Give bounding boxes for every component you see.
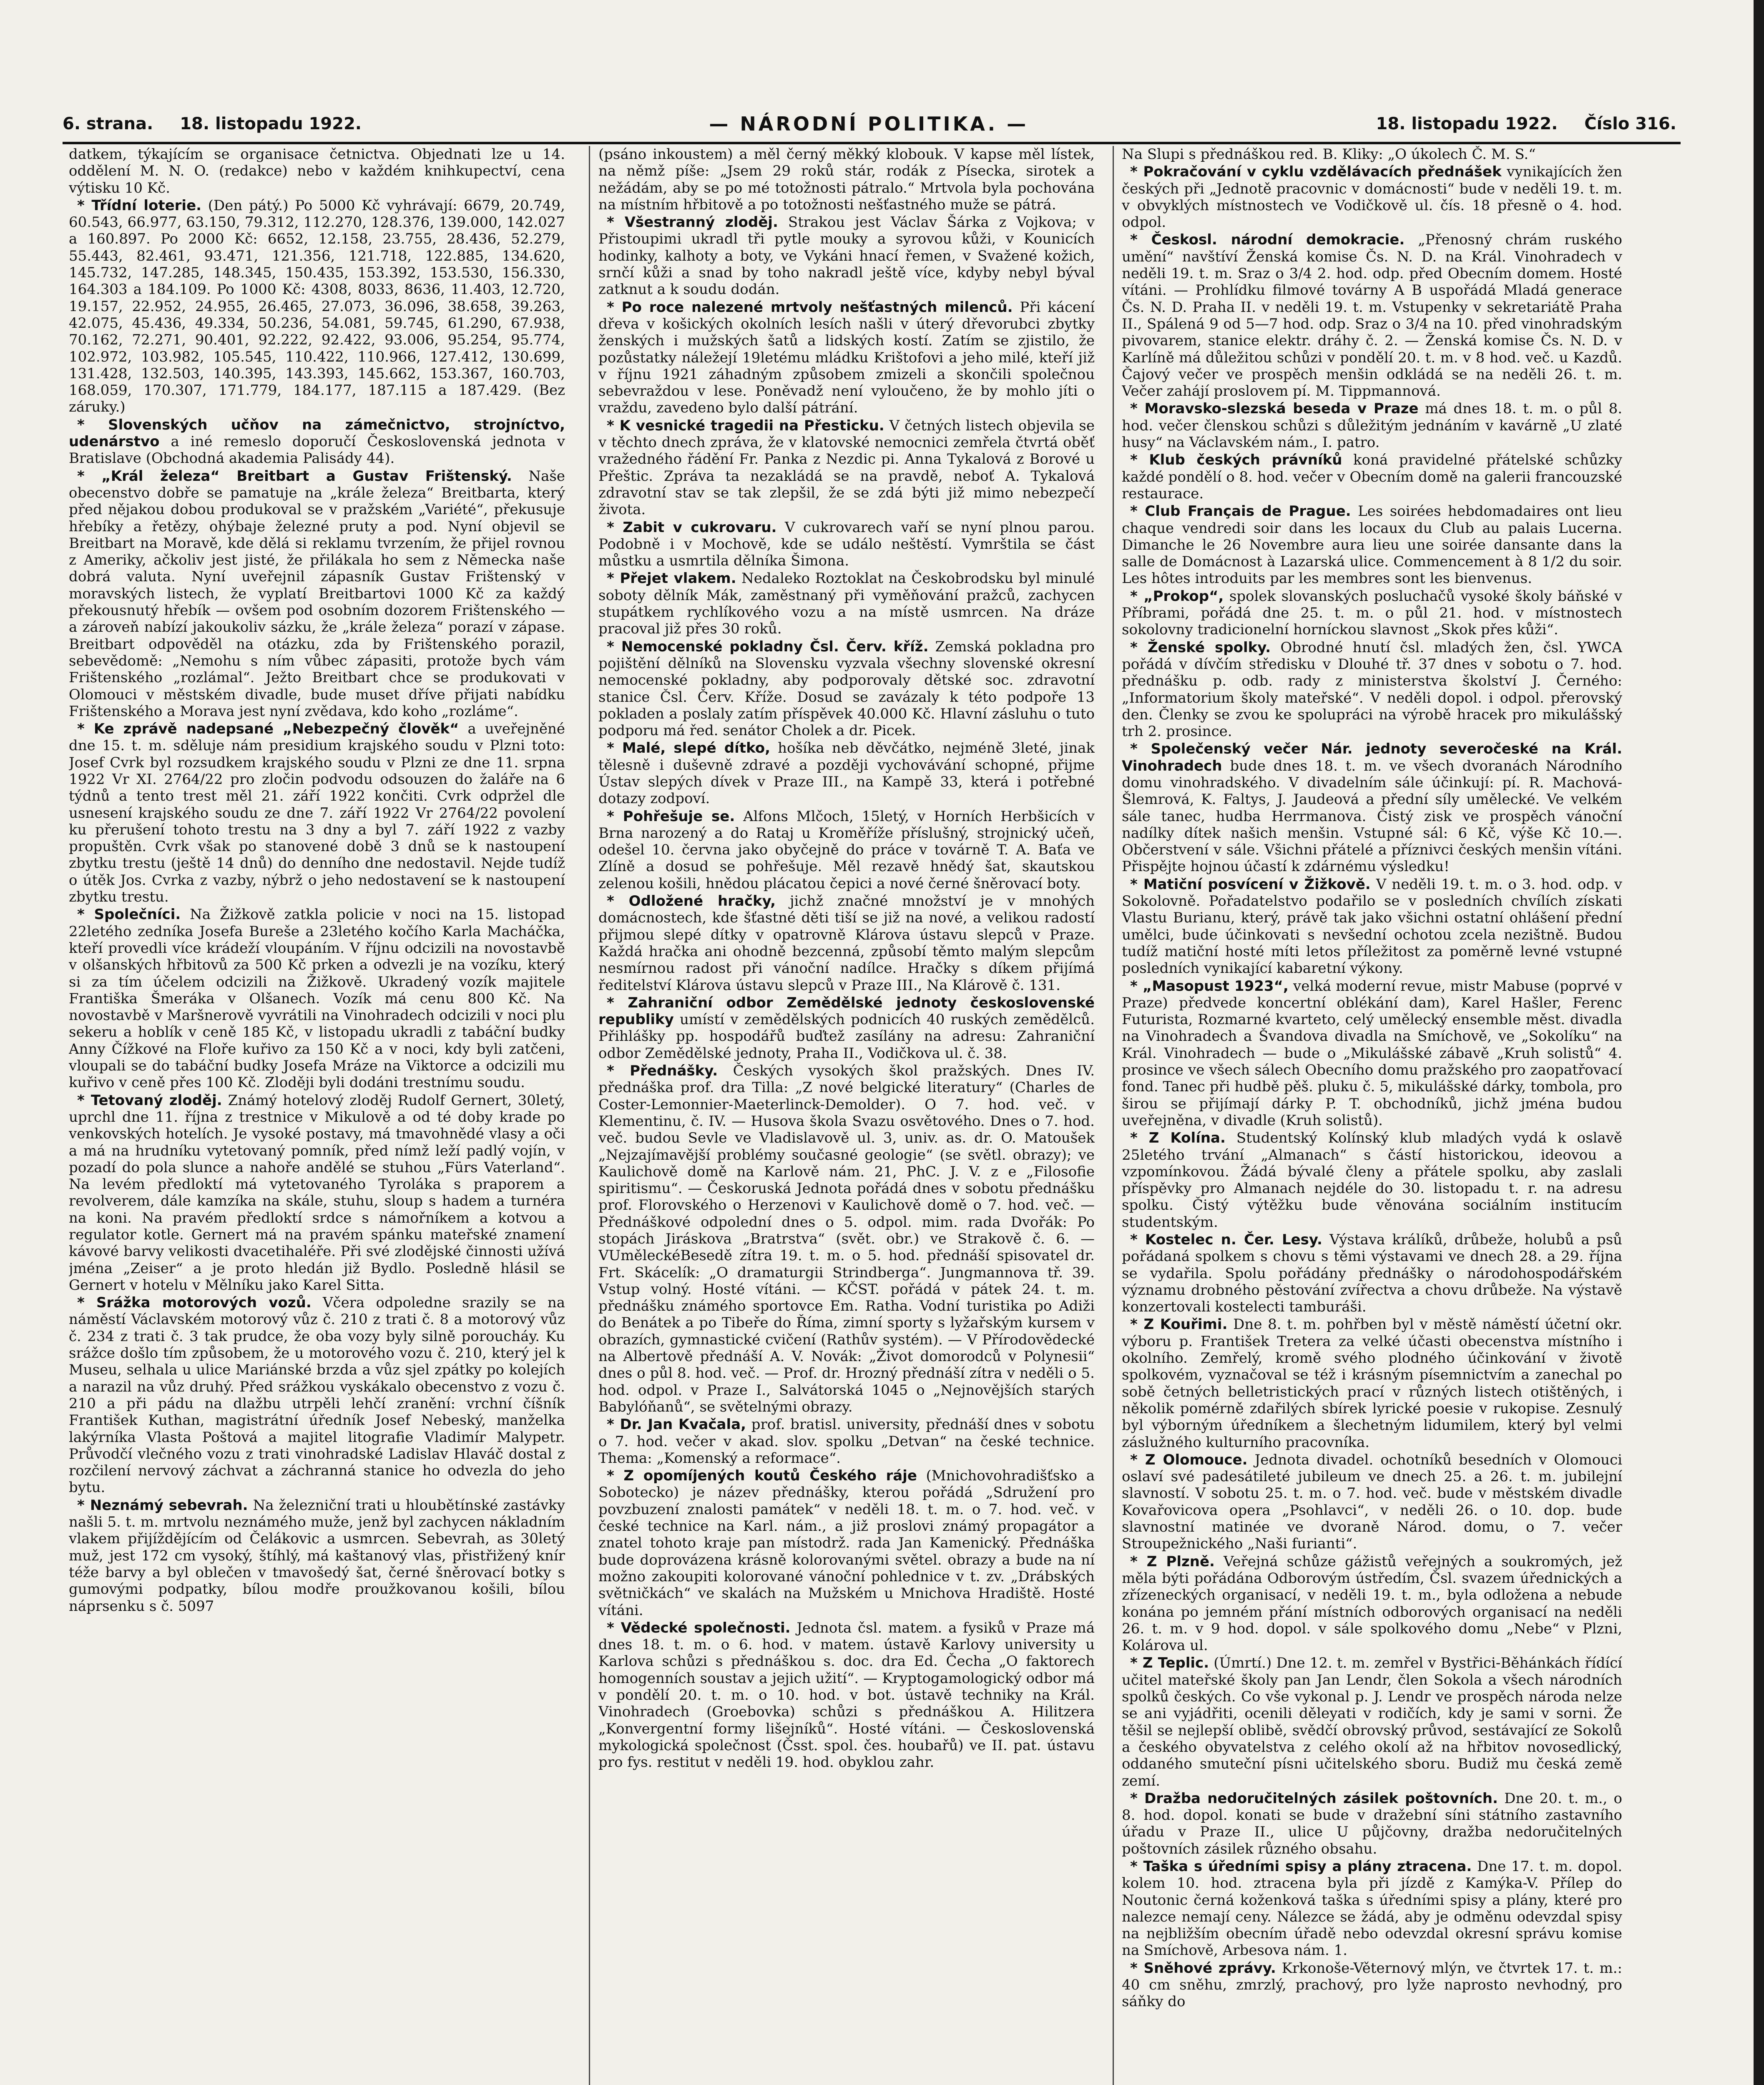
article-paragraph xyxy=(598,893,1095,994)
article-heading: * K vesnické tragedii na Přesticku. xyxy=(607,417,885,434)
article-text: jichž značné množství je v mnohých domácnostech, kde šťastné děti tiší se již na nové, a velikou radostí přijmou slepé dítky v opatrovně Klárova ústavu slepců v Praze. Každá hračka ani ohodně bezcenná, způsobí těmto malým slepcům nesmírnou radost při vánoční nadílce. Hračky s díkem přijímá ředitelství Klárova ústavu slepců v Praze III., Na Klárově č. 131. xyxy=(598,893,1095,994)
article-heading: * Z Kouřimi. xyxy=(1130,1316,1228,1333)
article-text: Výstava králíků, drůbeže, holubů a psů pořádaná spolkem s chovu s těmi výstavami ve dnech 28. a 29. října se vydařila. Spolu pořádány přednášky o národohospodářském významu drobného pěstování zvířectva a chovu drůbeže. Na výstavě konzertovali kostelecti tamburáši. xyxy=(1122,1231,1622,1316)
article-text: prof. bratisl. university, přednáší dnes v sobotu o 7. hod. večer v akad. slov. spolku „Detvan“ na české technice. Thema: „Komenský a reformace“. xyxy=(598,1416,1095,1467)
article-text: bude dnes 18. t. m. ve všech dvoranách Národního domu vinohradského. V divadelním sále účinkují: pí. R. Machová-Šlemrová, K. Faltys, J. Jaudeová a přední síly umělecké. Ve velkém sále tanec, hudba Herrmanova. Čistý zisk ve prospěch vánoční nadílky dítek našich menšin. Vstupné sál: 6 Kč, výše Kč 10.—. Občerstvení v sále. Všichni přátelé a příznivci českých menšin vítáni. Přispějte hojnou účastí k zdárnému výsledku! xyxy=(1122,757,1622,875)
article-text: Studentský Kolínský klub mladých vydá k oslavě 25letého trvání „Almanach“ s částí historickou, ideovou a vzpomínkovou. Žádá bývalé členy a přátele spolku, aby zaslali příspěvky pro Almanach nejdéle do 30. listopadu t. r. na adresu spolku. Čistý výtěžku bude věnována sociálním institucím studentským. xyxy=(1122,1130,1622,1231)
article-heading: * Z Teplic. xyxy=(1130,1655,1209,1672)
article-text: umístí v zemědělských podnicích 40 ruských zemědělců. Přihlášky pp. hospodářů buďtež zasílány na adresu: Zahraniční odbor Zemědělské jednoty, Praha II., Vodičkova ul. č. 38. xyxy=(598,1011,1095,1062)
header-left xyxy=(63,114,362,133)
article-paragraph xyxy=(1122,146,1622,163)
article-text: „Přenosný chrám ruského umění“ navštíví Ženská komise Čs. N. D. na Král. Vinohradech v neděli 19. t. m. Sraz o 3/4 2. hod. odp. před Obecním domem. Hosté vítáni. — Prohlídku filmové továrny A B uspořádá Mladá generace Čs. N. D. Praha II. v neděli 19. t. m. Vstupenky v sekretariátě Praha II., Spálená 9 od 5—7 hod. odp. Sraz o 3/4 na 10. před vinohradským pivovarem, stanice elektr. dráhy č. 2. — Ženská komise Čs. N. D. v Karlíně má důležitou schůzi v pondělí 20. t. m. v 8 hod. več. u Kazdů. Čajový večer ve prospěch menšin odkládá se na neděli 26. t. m. Večer zahájí proslovem pí. M. Tippmannová. xyxy=(1122,231,1622,400)
article-heading: * Sněhové zprávy. xyxy=(1130,1959,1276,1977)
column-divider-2 xyxy=(1113,146,1114,2085)
article-text: Obrodné hnutí čsl. mladých žen, čsl. YWCA pořádá v dívčím středisku v Dlouhé tř. 37 dnes v sobotu o 7. hod. přednášku p. odb. rady z ministerstva školství J. Černého: „Informatorium školy mateřské“. V neděli dopol. i odpol. přerovský den. Členky se zvou ke spolupráci na výrobě hracek pro mikulášský trh 2. prosince. xyxy=(1122,639,1622,740)
article-text: (Mnichovohradišťsko a Sobotecko) je název přednášky, kterou pořádá „Sdružení pro povzbuzení znalosti památek“ v neděli 18. t. m. o 7. hod. več. v české technice na Karl. nám., a již proslovi známý propagátor a znatel tohoto kraje pan místodrž. rada Jan Kamenický. Přednáška bude doprovázena krásně kolorovanými světel. obrazy a bude na ní možno zakoupiti kolorované vánoční pohlednice v t. zv. „Drábských světničkách“ ve skalách na Mužském u Mnichova Hradiště. Hosté vítáni. xyxy=(598,1467,1095,1619)
article-paragraph xyxy=(598,299,1095,417)
article-heading: * Z opomíjených koutů Českého ráje xyxy=(607,1467,917,1485)
article-heading: * Společenský večer Nár. jednoty severočeské na Král. Vinohradech xyxy=(1122,741,1622,774)
article-text: Zemská pokladna pro pojištění dělníků na Slovensku vyzvala všechny slovenské okresní nemocenské pokladny, aby podporovaly dětské soc. zdravotní stanice Čsl. Červ. Kříže. Dosud se zavázaly k této podpoře 13 pokladen a poslaly zatím příspěvek 40.000 Kč. Hlavní zásluhu o tuto podporu má řed. senátor Cholek a dr. Picek. xyxy=(598,638,1095,739)
article-paragraph xyxy=(69,1294,565,1496)
column-divider-1 xyxy=(589,146,590,2085)
article-heading: * Z Plzně. xyxy=(1130,1553,1215,1570)
article-heading: * Neznámý sebevrah. xyxy=(77,1497,248,1514)
article-text: Strakou jest Václav Šárka z Vojkova; v Přistoupimi ukradl tři pytle mouky a syrovou kůži, v Kounicích hodinky, kalhoty a boty, ve Vykáni hnací řemen, v Svažené kožich, srnčí kůži a snad by toho nakradl ještě více, kdyby nebyl býval zatknut a k soudu dodán. xyxy=(598,214,1095,298)
article-paragraph xyxy=(1122,400,1622,451)
article-paragraph xyxy=(598,740,1095,807)
page-number: 6. strana. xyxy=(63,114,153,133)
article-heading: * Srážka motorových vozů. xyxy=(77,1294,312,1311)
column-2 xyxy=(598,146,1095,2085)
article-text: Les soirées hebdomadaires ont lieu chaque vendredi soir dans les locaux du Club au palais Lucerna. Dimanche le 26 Novembre aura lieu une soirée dansante dans la salle de Domácnost à Lazarská ulice. Commencement à 8 1/2 du soir. Les hôtes introduits par les membres sont les bienvenus. xyxy=(1122,503,1622,587)
article-heading: * Všestranný zloděj. xyxy=(607,214,778,231)
article-heading: * Dr. Jan Kvačala, xyxy=(607,1416,746,1433)
article-paragraph xyxy=(1122,588,1622,638)
article-paragraph xyxy=(1122,741,1622,875)
article-paragraph xyxy=(1122,231,1622,399)
article-paragraph xyxy=(69,1497,565,1615)
article-heading: * Moravsko-slezská beseda v Praze xyxy=(1130,400,1419,417)
article-paragraph xyxy=(1122,876,1622,977)
article-text: V četných listech objevila se v těchto dnech zpráva, že v klatovské nemocnici zemřela čtvrtá oběť vražedného řádění Fr. Panka z Nezdic pi. Anna Tykalová z Borové u Přeštic. Zpráva ta nezakládá se na pravdě, neboť A. Tykalová zdravotní stav se tak zlepšil, že se zdá býti již mimo nebezpečí života. xyxy=(598,417,1095,518)
article-paragraph xyxy=(69,146,565,196)
article-paragraph xyxy=(598,1063,1095,1415)
article-text: Dne 8. t. m. pohřben byl v městě náměstí účetní okr. výboru p. František Tretera za velké účasti obecenstva místního i okolního. Zemřelý, kromě svého plodného účinkování v životě spolkovém, vyznačoval se též i krásným písemnictvím a zanechal po sobě četných belletristických prací v různých listech otištěných, i několik pomérně zdařilých sbírek lyrické poesie v rukopise. Zesnulý byl výborným úředníkem a šlechetným lidumilem, který byl velmi záslužného kulturního pracovníka. xyxy=(1122,1316,1622,1451)
column-3 xyxy=(1122,146,1622,2085)
article-text: Nedaleko Roztoklat na Českobrodsku byl minulé soboty dělník Mák, zaměstnaný při vyměňování pražců, zachycen stupátkem rychlíkového vozu a na místě usmrcen. Na dráze pracoval již přes 30 roků. xyxy=(598,570,1095,638)
article-paragraph xyxy=(1122,1130,1622,1231)
article-heading: * Z Kolína. xyxy=(1130,1130,1226,1147)
article-heading: * Slovenských učňov na zámečnictvo, strojníctvo, udenárstvo xyxy=(69,416,565,450)
article-paragraph xyxy=(1122,503,1622,587)
article-paragraph xyxy=(1122,1316,1622,1450)
article-text: koná pravidelné přátelské schůzky každé pondělí o 8. hod. večer v Obecním domě na galerii francouzské restaurace. xyxy=(1122,452,1622,502)
article-paragraph xyxy=(598,146,1095,213)
article-paragraph xyxy=(1122,1553,1622,1654)
article-heading: * Ke zprávě nadepsané „Nebezpečný člověk“ xyxy=(77,721,459,738)
article-paragraph xyxy=(1122,1960,1622,2010)
article-heading: * Kostelec n. Čer. Lesy. xyxy=(1130,1231,1322,1248)
article-heading: * „Masopust 1923“, xyxy=(1130,977,1289,995)
article-text: vynikajících žen českých při „Jednotě pracovnic v domácnosti“ bude v neděli 19. t. m. v obvyklých místnostech ve Vodičkově ul. čís. 18 přesně o 4. hod. odpol. xyxy=(1122,163,1622,231)
article-paragraph xyxy=(1122,1858,1622,1959)
article-heading: * Vědecké společnosti. xyxy=(607,1619,791,1636)
article-heading: * Společníci. xyxy=(77,906,181,923)
article-paragraph xyxy=(69,1092,565,1294)
article-text: má dnes 18. t. m. o půl 8. hod. večer členskou schůzi s důležitým jednáním v kavárně „U zlaté husy“ na Václavském nám., I. patro. xyxy=(1122,400,1622,451)
article-text: Dne 20. t. m., o 8. hod. dopol. konati se bude v dražební síni státního zastavního úřadu v Praze II., ulice U půjčovny, dražba nedoručitelných poštovních zásilek různého obsahu. xyxy=(1122,1790,1622,1857)
article-heading: * Pohřešuje se. xyxy=(607,808,735,825)
article-paragraph xyxy=(1122,639,1622,740)
article-heading: * „Prokop“, xyxy=(1130,588,1224,605)
article-text: spolek slovanských posluchačů vysoké školy báňské v Příbrami, pořádá dne 25. t. m. o půl 21. hod. v místnostech sokolovny tradicionelní horníckou slavnost „Skok přes kůži“. xyxy=(1122,588,1622,638)
article-text: Známý hotelový zloděj Rudolf Gernert, 30letý, uprchl dne 11. října z trestnice v Mikulově a od té doby krade po venkovských hotelích. Je vysoké postavy, má tmavohnědé vlasy a oči a má na hrudníku vytetovaný pomník, před nímž leží padlý vojín, v pozadí do pola slunce a nahoře andělé se stuhou „Fürs Vaterland“. Na levém předloktí má vytetovaného Tyroláka s praporem a revolverem, dále kamzíka na skále, stuhu, sloup s hadem a turnéra na koni. Na pravém předloktí srdce s námořníkem a kotvou a regulator kotle. Gernert má na pravém spánku mateřské znamení kávové barvy velikosti dvacetihaléře. Při své zlodějské činnosti užívá jména „Zeiser“ a je proto hledán již Bydlo. Posledně hlásil se Gernert v hotelu v Mělníku jako Karel Sitta. xyxy=(69,1092,565,1294)
article-text: hošíka neb děvčátko, nejméně 3leté, jinak tělesně i duševně zdravé a později vychovávání schopné, přijme Ústav slepých dívek v Praze III., na Kampě 33, která i potřebné dotazy zodpoví. xyxy=(598,740,1095,807)
article-heading: * Třídní loterie. xyxy=(77,197,202,214)
article-text: Na železniční trati u hloubětínské zastávky našli 5. t. m. mrtvolu neznámého muže, jenž byl zachycen nákladním vlakem přijíždějícím od Čelákovic a usmrcen. Sebevrah, as 30letý muž, jest 172 cm vysoký, štíhlý, má kaštanový vlas, přistřižený knír téže barvy a byl oblečen v tmavošedý šat, černé šněrovací botky s gumovými podpatky, bílou modře proužkovanou košili, bílou náprsenku s č. 5097 xyxy=(69,1497,565,1615)
article-paragraph xyxy=(598,417,1095,518)
article-text: Alfons Mlčoch, 15letý, v Horních Herbšicích v Brna narozený a do Rataj u Kroměříže příslušný, strojnický učeň, odešel 10. června jako obyčejně do práce v továrně T. A. Baťa ve Zlíně a dosud se pohřešuje. Měl rezavě hnědý šat, skautskou zelenou košili, hnědou plácatou čepici a nové černé šněrovací boty. xyxy=(598,808,1095,892)
article-heading: * Českosl. národní demokracie. xyxy=(1130,231,1405,249)
article-paragraph xyxy=(69,721,565,905)
article-heading: * Club Français de Prague. xyxy=(1130,503,1351,520)
article-text: V cukrovarech vaří se nyní plnou parou. Podobně i v Mochově, kde se událo neštěstí. Vymrštila se část můstku a usmrtila dělníka Šimona. xyxy=(598,519,1095,570)
article-heading: * Odložené hračky, xyxy=(607,893,776,910)
article-paragraph xyxy=(598,808,1095,892)
article-text: a uveřejněné dne 15. t. m. sděluje nám presidium krajského soudu v Plzni toto: Josef Cvrk byl rozsudkem krajského soudu v Plzni ze dne 11. srpna 1922 Vr XI. 2764/22 pro zločin podvodu odsouzen do žaláře na 6 týdnů a tento trest měl 21. září 1922 končiti. Cvrk odpržel dle usnesení krajského soudu ze dne 7. září 1922 Vr 2764/22 povolení ku přerušení tohoto trestu na 3 dny a byl 7. září 1922 z vazby propuštěn. Cvrk však po stanovené době 3 dnů se k nastoupení zbytku trestu (ještě 14 dnů) do denního dne nedostavil. Nejde tudíž o útěk Jos. Cvrka z vazby, nýbrž o jeho nedostavení se k nastoupení zbytku trestu. xyxy=(69,721,565,906)
article-paragraph xyxy=(598,214,1095,298)
article-heading: * Přednášky. xyxy=(607,1063,718,1080)
article-heading: * Zabit v cukrovaru. xyxy=(607,519,777,536)
article-paragraph xyxy=(69,906,565,1091)
article-heading: * Taška s úředními spisy a plány ztracena. xyxy=(1130,1858,1472,1875)
header-right xyxy=(1376,114,1676,133)
article-paragraph xyxy=(1122,452,1622,502)
page-header xyxy=(63,109,1676,138)
article-paragraph xyxy=(1122,978,1622,1129)
article-text: Krkonoše-Věternový mlýn, ve čtvrtek 17. t. m.: 40 cm sněhu, zmrzlý, prachový, pro lyže naprosto nevhodný, pro sáňky do xyxy=(1122,1959,1622,2010)
column-1 xyxy=(69,146,565,2085)
header-rule xyxy=(63,142,1681,144)
article-heading: * „Král železa“ Breitbart a Gustav Frištenský. xyxy=(77,467,512,485)
article-paragraph xyxy=(598,1467,1095,1619)
article-heading: * Malé, slepé dítko, xyxy=(607,740,771,757)
article-paragraph xyxy=(1122,1790,1622,1857)
article-paragraph xyxy=(598,1620,1095,1771)
article-heading: * Tetovaný zloděj. xyxy=(77,1092,222,1109)
article-heading: * Nemocenské pokladny Čsl. Červ. kříž. xyxy=(607,638,929,655)
issue-number: Číslo 316. xyxy=(1584,114,1676,133)
article-paragraph xyxy=(598,519,1095,570)
article-text: Českých vysokých škol pražských. Dnes IV. přednáška prof. dra Tilla: „Z nové belgické literatury“ (Charles de Coster-Lemonnier-Maeterlinck-Demolder). O 7. hod. več. v Klementinu, č. IV. — Husova škola Svazu osvětového. Dnes o 7. hod. več. budou Sevle ve Vladislavově ul. 3, univ. as. dr. O. Matoušek „Nejzajímavější problémy současné geologie“ (se světl. obrazy); ve Kaulichově domě na Karlově nám. 21, PhC. J. V. z e „Filosofie spiritismu“. — Českoruská Jednota pořádá dnes v sobotu přednášku prof. Florovského o Herzenovi v Kaulichově domě o 7. hod. več. — Přednáškové odpolední dnes o 5. odpol. mim. rada Dvořák: Po stopách Jiráskova „Bratrstva“ (svět. obr.) ve Strakově č. 6. — VUměleckéBesedě zítra 19. t. m. o 5. hod. přednáší spisovatel dr. Frt. Skácelík: „O dramaturgii Strindberga“. Jungmannova tř. 39. Vstup volný. Hosté vítáni. — KČST. pořádá v pátek 24. t. m. přednášku známého sportovce Em. Ratha. Vodní turistika po Adiži do Benátek a po Tibeře do Říma, zimní sporty s lyžařským kursem v obrazích, gymnastické cvičení (Rathův systém). — V Přírodovědecké na Albertově přednáší A. V. Novák: „Život domorodců v Polynesii“ dnes o půl 8. hod. več. — Prof. dr. Hrozný přednáší zítra v neděli o 5. hod. odpol. v Praze I., Salvátorská 1045 o „Nejnovějších starých Babylóňanů“, se světelnými obrazy. xyxy=(598,1063,1095,1415)
article-paragraph xyxy=(1122,1452,1622,1552)
article-paragraph xyxy=(1122,1655,1622,1789)
article-text: Včera odpoledne srazily se na náměstí Václavském motorový vůz č. 210 z trati č. 8 a motorový vůz č. 234 z trati č. 3 tak prudce, že oba vozy byly silně poroucháy. Ku srážce došlo tím způsobem, že u motorového vozu č. 210, který jel k Museu, selhala u ulice Mariánské brzda a vůz sjel zpátky po kolejích a narazil na vůz druhý. Před srážkou vyskákalo obecenstvo z vozu č. 210 a při pádu na dlažbu utrpěli lehčí zranění: vrchní číšník František Kuthan, magistrátní úředník Josef Nebeský, manželka lakýrníka Vlasta Poštová a majitel litografie Vladimír Malypetr. Průvodčí vlečného vozu z trati vinohradské Ladislav Hlaváč dostal z rozčilení nervový záchvat a záchranná stanice ho odvezla do jeho bytu. xyxy=(69,1294,565,1496)
article-paragraph xyxy=(598,570,1095,637)
article-text: Naše obecenstvo dobře se pamatuje na „krále železa“ Breitbarta, který před nějakou dobou produkoval se v pražském „Variété“, překusuje hřebíky a řetězy, ohýbaje železné pruty a pod. Nyní objevil se Breitbart na Moravě, kde dělá si reklamu tvrzením, že přijel rovnou z Ameriky, ačkoliv jest jisté, že přilákala ho sem z Německa naše dobrá valuta. Nyní uveřejnil zápasník Gustav Frištenský v moravských listech, že vyplatí Breitbartovi 1000 Kč za každý překousnutý hřebík — ovšem pod osobním dozorem Frištenského — a zároveň nabízí jakoukoliv sázku, že „krále železa“ porazí v zápase. Breitbart odpověděl na otázku, zda by Frištenského porazil, sebevědomě: „Nemohu s ním vůbec zápasiti, protože bych vám Frištenského „rozlámal“. Ježto Breitbart chce se produkovati v Olomouci v městském divadle, bude muset dříve přijati nabídku Frištenského a Morava jest nyní zvědava, kdo koho „rozláme“. xyxy=(69,467,565,720)
article-text: datkem, týkajícím se organisace četnictva. Objednati lze u 14. oddělení M. N. O. (redakce) nebo v každém knihkupectví, cena výtisku 10 Kč. xyxy=(69,146,565,196)
article-text: a iné remeslo doporučí Československá jednota v Bratislave (Obchodná akademia Palisády 44). xyxy=(69,433,565,467)
article-paragraph xyxy=(69,417,565,467)
header-date-right: 18. listopadu 1922. xyxy=(1376,114,1558,133)
newspaper-title: — NÁRODNÍ POLITIKA. — xyxy=(709,113,1029,135)
article-text: Na Žižkově zatkla policie v noci na 15. listopad 22letého zedníka Josefa Bureše a 23letého kočího Karla Macháčka, kteří provedli více krádeží vloupáním. V říjnu odcizili na novostavbě v olšanských hřbitovů za 500 Kč prken a odvezli je na vozíku, který si za tím účelem odcizili na Žižkově. Ukradený vozík majitele Františka Šmeráka v Olšanech. Vozík má cenu 800 Kč. Na novostavbě v Maršnerově vyvrátili na Vinohradech odcizili v noci plu sekeru a hoblík v ceně 185 Kč, v listopadu ukradli z tabáční budky Anny Čížkové na Floře kuřivo za 150 Kč a v noci, kdy byli zatčeni, vloupali se do tabáční budky Josefa Mráze na Viktorce a odcizili mu kuřivo v ceně přes 100 Kč. Zloději byli dodáni trestnímu soudu. xyxy=(69,906,565,1091)
article-text: (Úmrtí.) Dne 12. t. m. zemřel v Bystřici-Běhánkách řídící učitel mateřské školy pan Jan Lendr, člen Sokola a všech národních spolků českých. Co vše vykonal p. J. Lendr ve prospěch národa nelze se ani vyjádřiti, ocenili děleyati v rodičích, kdy je sami v sorni. Že těšil se nejlepší oblibě, svědčí obrovský průvod, sestávající ze Sokolů a českého obyvatelstva z celého okolí až na hřbitov novosedlický, oddaného smuteční písni učitelského sboru. Budiž mu česká země zemí. xyxy=(1122,1655,1622,1789)
article-text: Jednota čsl. matem. a fysiků v Praze má dnes 18. t. m. o 6. hod. v matem. ústavě Karlovy university u Karlova schůzi s přednáškou s. doc. dra Ed. Čecha „O faktorech homogenních soustav a jejich užití“. — Kryptogamologický odbor má v pondělí 20. t. m. o 10. hod. v bot. ústavě techniky na Král. Vinohradech (Groebovka) schůzi s přednáškou A. Hilitzera „Konvergentní formy lišejníků“. Hosté vítáni. — Československá mykologická společnost (Čsst. spol. čes. houbařů) ve II. pat. ústavu pro fys. restitut v neděli 19. hod. obyklou zahr. xyxy=(598,1619,1095,1771)
article-paragraph xyxy=(1122,1231,1622,1315)
article-heading: * Z Olomouce. xyxy=(1130,1451,1248,1468)
article-text: (Den pátý.) Po 5000 Kč vyhrávají: 6679, 20.749, 60.543, 66.977, 63.150, 79.312, 112.270, 128.376, 139.000, 142.027 a 160.897. Po 2000 Kč: 6652, 12.158, 23.755, 28.436, 52.279, 55.443, 82.461, 93.471, 121.356, 121.718, 122.885, 134.620, 145.732, 147.285, 148.345, 150.435, 153.392, 153.530, 156.330, 164.303 a 184.109. Po 1000 Kč: 4308, 8033, 8636, 11.403, 12.720, 19.157, 22.952, 24.955, 26.465, 27.073, 36.096, 38.658, 39.263, 42.075, 45.436, 49.334, 50.236, 54.081, 59.745, 61.290, 67.938, 70.162, 72.271, 90.401, 92.222, 92.422, 93.006, 95.254, 95.774, 102.972, 103.982, 105.545, 110.422, 110.966, 127.412, 130.699, 131.428, 132.503, 140.395, 143.393, 145.662, 153.367, 160.703, 168.059, 170.307, 171.779, 184.177, 187.115 a 187.429. (Bez záruky.) xyxy=(69,197,565,416)
article-text: Veřejná schůze gážistů veřejných a soukromých, jež měla býti pořádána Odborovým ústředím, Čsl. svazem úřednických a zřízeneckých organisací, v neděli 19. t. m., byla odložena a nebude konána po jemném přání místních odborových organisací na neděli 26. t. m. v 9 hod. dopol. v sále spolkového domu „Nebe“ v Plzni, Kolárova ul. xyxy=(1122,1553,1622,1654)
article-heading: * Matiční posvícení v Žižkově. xyxy=(1130,876,1371,893)
article-heading: * Zahraniční odbor Zemědělské jednoty československé republiky xyxy=(598,994,1095,1028)
article-paragraph xyxy=(598,995,1095,1062)
article-heading: * Pokračování v cyklu vzdělávacích přednášek xyxy=(1130,163,1502,181)
article-heading: * Klub českých právníků xyxy=(1130,452,1342,469)
article-text: Při kácení dřeva v košických okolních lesích našli v úterý dřevorubci zbytky ženských i mužských šatů a lidských kostí. Zatím se zjistilo, že pozůstatky náležejí 19letému mládku Krištofovi a jeho milé, kteří již v říjnu 1921 záhadným způsobem zmizeli a skončili společnou sebevraždou v lese. Poněvadž není vyloučeno, že by mohlo jíti o vraždu, zavedeno bylo další pátrání. xyxy=(598,299,1095,417)
article-text: V neděli 19. t. m. o 3. hod. odp. v Sokolovně. Pořadatelstvo podařilo se v posledních chvílích získati Vlastu Burianu, který, právě tak jako všichni ostatní ohlášení přední umělci, bude účinkovati s nevšední ochotou zcela nezištně. Budou tudíž matiční hosté míti letos příležitost za poměrně levné vstupné posledních vynikající kabaretní výkony. xyxy=(1122,876,1622,977)
article-text: Na Slupi s přednáškou red. B. Kliky: „O úkolech Č. M. S.“ xyxy=(1122,146,1536,163)
article-paragraph xyxy=(598,1416,1095,1467)
article-text: Dne 17. t. m. dopol. kolem 10. hod. ztracena byla při jízdě z Kamýka-V. Přílep do Noutonic černá koženková taška s úředními spisy a plány, které pro nalezce nemají ceny. Nálezce se žádá, aby je odměnu odevzdal spisy na nejbližším obecním úřadě nebo odevzdal okresní správu komise na Smíchově, Arbesova nám. 1. xyxy=(1122,1858,1622,1959)
article-text: velká moderní revue, mistr Mabuse (poprvé v Praze) předvede koncertní oblékání dam), Karel Hašler, Ferenc Futurista, Rozmarné kvarteto, celý umělecký ensemble měst. divadla na Vinohradech a Švandova divadla na Smíchově, ve „Sokolíku“ na Král. Vinohradech — bude o „Mikulášské zábavě „Kruh solistů“ 4. prosince ve všech sálech Obecního domu pražského pro zaopatřovací fond. Tanec při hudbě pěš. pluku č. 5, mikulášské dárky, tombola, pro širou se přijímají dárky P. T. obchodníků, jichž jména budou uveřejněna, v divadle (Kruh solistů). xyxy=(1122,977,1622,1129)
article-heading: * Po roce nalezené mrtvoly nešťastných milenců. xyxy=(607,299,1013,316)
article-paragraph xyxy=(69,197,565,416)
article-heading: * Dražba nedoručitelných zásilek poštovních. xyxy=(1130,1790,1498,1807)
article-heading: * Ženské spolky. xyxy=(1130,639,1271,656)
article-text: (psáno inkoustem) a měl černý měkký klobouk. V kapse měl lístek, na němž píše: „Jsem 29 roků stár, rodák z Písecka, sirotek a nežádám, aby se po mé totožnosti pátralo.“ Mrtvola byla pochována na místním hřbitově a po totožnosti nešťastného muže se pátrá. xyxy=(598,146,1095,213)
article-text: Jednota divadel. ochotníků besedních v Olomouci oslaví své padesátileté jubileum ve dnech 25. a 26. t. m. jubilejní slavností. V sobotu 25. t. m. o 7. hod. več. bude v městském divadle Kovařovicova opera „Psohlavci“, v neděli 26. o 10. dop. bude slavnostní matinée ve dvoraně Národ. domu, o 7. večer Stroupežnického „Naši furianti“. xyxy=(1122,1451,1622,1552)
page-edge xyxy=(1754,0,1764,2085)
article-paragraph xyxy=(69,468,565,720)
article-paragraph xyxy=(1122,163,1622,231)
article-paragraph xyxy=(598,638,1095,739)
article-heading: * Přejet vlakem. xyxy=(607,570,736,587)
header-date-left: 18. listopadu 1922. xyxy=(180,114,362,133)
